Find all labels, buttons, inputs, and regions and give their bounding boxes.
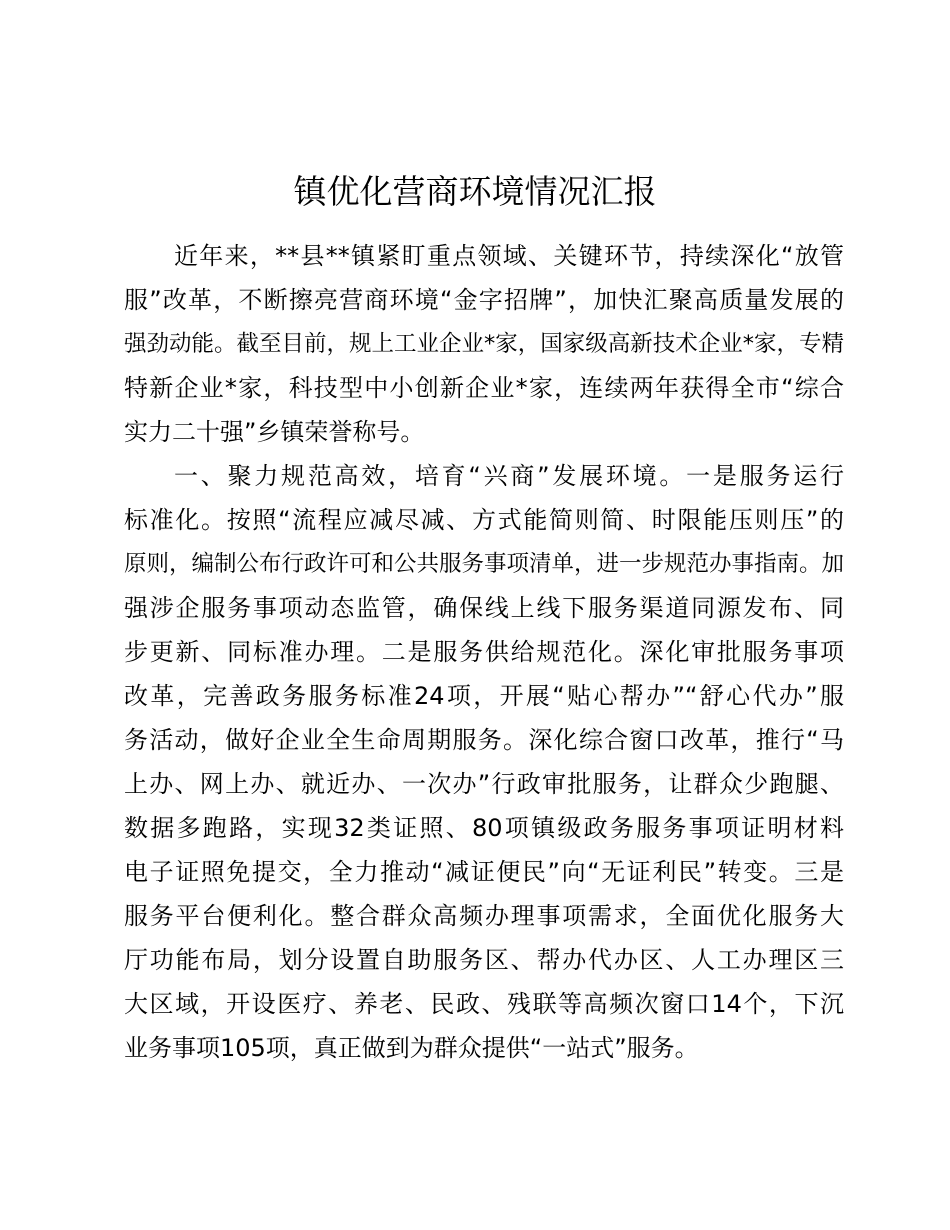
paragraph-2-line-9: 数据多跑路，实现32类证照、80项镇级政务服务事项证明材料: [124, 814, 844, 842]
paragraph-2-line-12: 厅功能布局，划分设置自助服务区、帮办代办区、人工办理区三: [124, 946, 844, 974]
paragraph-2-line-13: 大区域，开设医疗、养老、民政、残联等高频次窗口14个，下沉: [124, 990, 844, 1018]
paragraph-2-line-14: 业务事项105项，真正做到为群众提供“一站式”服务。: [124, 1034, 699, 1062]
paragraph-1-line-5: 实力二十强”乡镇荣誉称号。: [124, 418, 425, 446]
paragraph-1-line-4: 特新企业*家，科技型中小创新企业*家，连续两年获得全市“综合: [124, 374, 844, 402]
paragraph-2-line-8: 上办、网上办、就近办、一次办”行政审批服务，让群众少跑腿、: [124, 770, 844, 798]
paragraph-2-line-5: 步更新、同标准办理。二是服务供给规范化。深化审批服务事项: [124, 638, 844, 666]
paragraph-2-line-3: 原则，编制公布行政许可和公共服务事项清单，进一步规范办事指南。加: [124, 551, 845, 577]
paragraph-2-line-4: 强涉企服务事项动态监管，确保线上线下服务渠道同源发布、同: [124, 594, 844, 622]
paragraph-2-line-1: 一、聚力规范高效，培育“兴商”发展环境。一是服务运行: [174, 462, 844, 490]
paragraph-2-line-10: 电子证照免提交，全力推动“减证便民”向“无证利民”转变。三是: [124, 858, 844, 886]
paragraph-2-line-7: 务活动，做好企业全生命周期服务。深化综合窗口改革，推行“马: [124, 726, 844, 754]
paragraph-1-line-2: 服”改革，不断擦亮营商环境“金字招牌”，加快汇聚高质量发展的: [124, 286, 844, 314]
paragraph-2-line-2: 标准化。按照“流程应减尽减、方式能简则简、时限能压则压”的: [124, 506, 844, 534]
paragraph-2-line-6: 改革，完善政务服务标准24项，开展“贴心帮办”“舒心代办”服: [124, 682, 844, 710]
paragraph-1-line-1: 近年来，**县**镇紧盯重点领域、关键环节，持续深化“放管: [174, 242, 844, 270]
paragraph-2-line-11: 服务平台便利化。整合群众高频办理事项需求，全面优化服务大: [124, 902, 844, 930]
document-title: 镇优化营商环境情况汇报: [293, 172, 657, 211]
paragraph-1-line-3: 强劲动能。截至目前，规上工业企业*家，国家级高新技术企业*家，专精: [124, 331, 845, 357]
